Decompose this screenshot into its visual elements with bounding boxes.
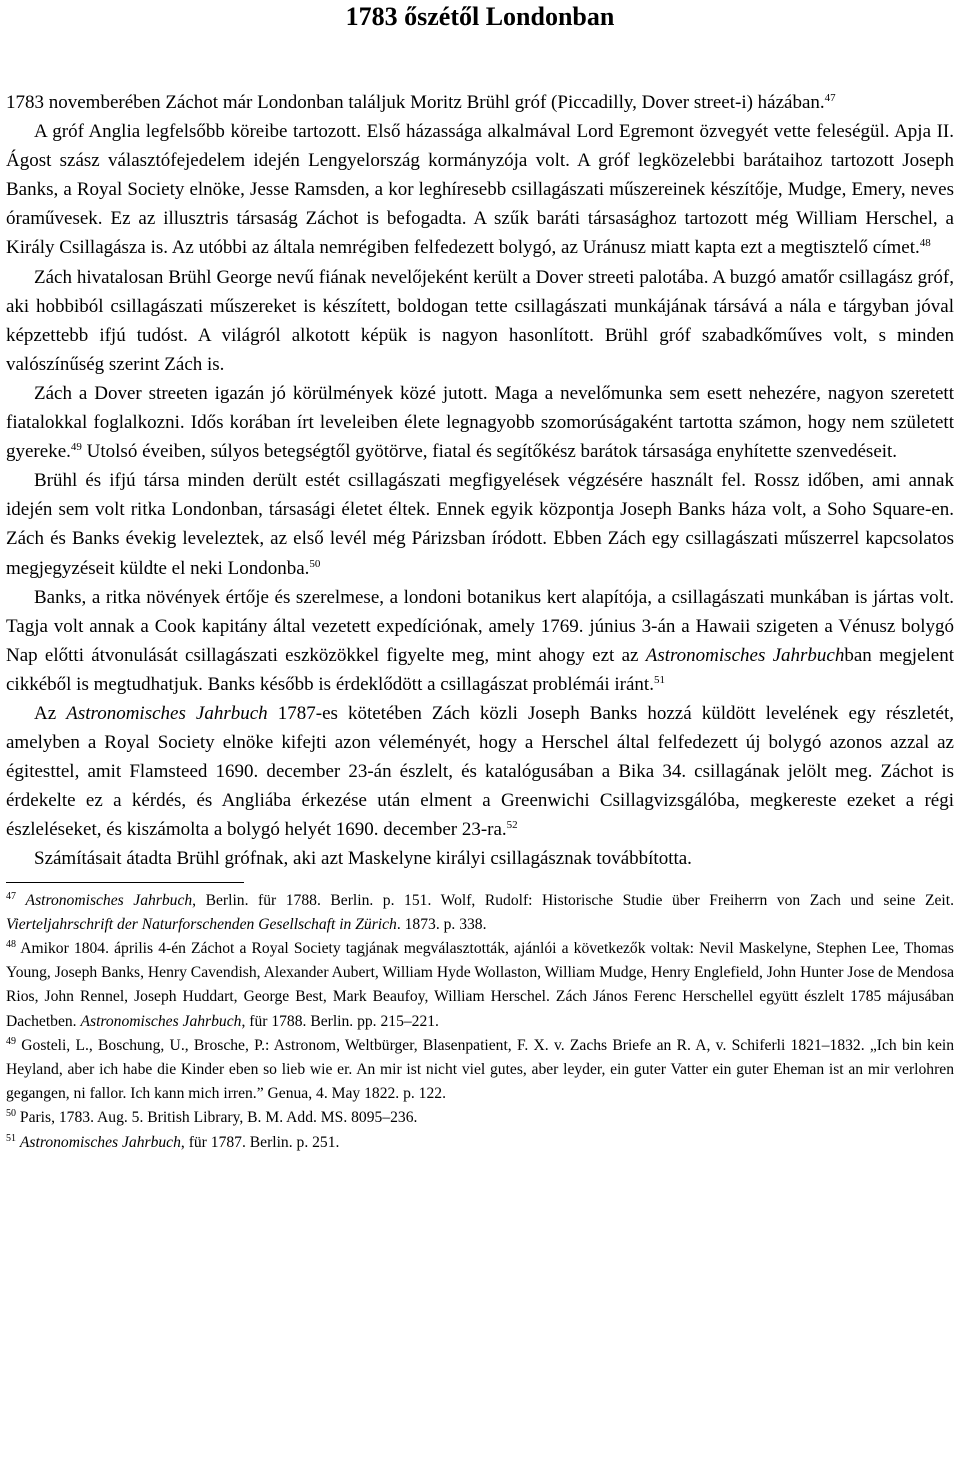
footnote-ref: 50 [309, 557, 321, 570]
text-run: Az [34, 702, 67, 724]
text-run: Paris, 1783. Aug. 5. British Library, B. M. Add. MS. 8095–236. [16, 1109, 418, 1127]
text-run: 1783 novemberében Záchot már Londonban találjuk Moritz Brühl gróf (Piccadilly, Dover street-i) házában. [6, 92, 825, 113]
paragraph [6, 88, 954, 117]
paragraph [6, 583, 954, 699]
footnote [6, 1034, 954, 1107]
footnote [6, 1106, 954, 1130]
footnote-ref: 51 [6, 1132, 16, 1144]
footnote [6, 1131, 954, 1155]
footnote-ref: 47 [824, 92, 836, 104]
footnote [6, 889, 954, 937]
italic-title: Vierteljahrschrift der Naturforschenden Gesellschaft in Zürich [6, 915, 397, 933]
paragraph [6, 263, 954, 379]
text-run: Zách hivatalosan Brühl George nevű fiának nevelőjeként került a Dover streeti palotába. A buzgó amatőr csillagász gróf, aki hobbiból csillagászati műszereket is készített, boldogan tette csillagászati munkájának társává a nála e tárgyban jóval képzettebb ifjú tudóst. A világról alkotott képük is nagyon hasonlított. Brühl gróf szabadkőműves volt, s minden valószínűség szerint Zách is. [6, 266, 954, 375]
footnotes [6, 889, 954, 1155]
text-run [16, 892, 26, 909]
paragraph [6, 117, 954, 262]
text-run: Zách a Dover streeten igazán jó körülmények közé jutott. Maga a nevelőmunka sem esett nehezére, nagyon szeretett fiatalokkal foglalkozni. Idős korában írt leveleiben élete legnagyobb szomorúságaként tartotta számon, hogy nem született gyereke. [6, 382, 954, 463]
paragraph [6, 844, 954, 873]
italic-title: Astronomisches Jahrbuch [66, 702, 268, 724]
text-run: Brühl és ifjú társa minden derült estét csillagászati megfigyelések végzésére használt fel. Rossz időben, ami annak idején sem volt ritka Londonban, társasági életet éltek. Ennek egyik központja Joseph Banks háza volt, a Soho Square-en. Zách és Banks évekig leveleztek, az első levél még Párizsban íródott. Ebben Zách egy csillagászati műszerrel kapcsolatos megjegyzéseit küldte el neki Londonba. [6, 470, 954, 579]
footnote-ref: 50 [6, 1108, 16, 1120]
text-run: Banks, a ritka növények értője és szerelmese, a londoni botanikus kert alapítója, a csillagászati munkában is jártas volt. Tagja volt annak a Cook kapitány által vezetett expedíciónak, amely 1769. június 3-án a Hawaii szigeten a Vénusz bolygó Nap előtti átvonulását csillagászati eszközökkel figyelte meg, mint ahogy ezt az [6, 586, 954, 666]
footnote-ref: 49 [6, 1035, 16, 1047]
text-run: Utolsó éveiben, súlyos betegségtől gyötörve, fiatal és segítőkész barátok társasága enyhítette szenvedéseit. [81, 441, 898, 463]
footnote-ref: 52 [506, 819, 518, 832]
body-text [6, 88, 954, 874]
document-page [6, 0, 954, 1155]
footnote-ref: 48 [919, 237, 931, 250]
text-run: Gosteli, L., Boschung, U., Brosche, P.: Astronom, Weltbürger, Blasenpatient, F. X. v. Zachs Briefe an R. A, v. Schiferli 1821–1832. „Ich bin kein Heyland, aber ich habe die Kinder eben so lieb wie er. An mir ist nicht viel gutes, aber leyder, ein guter Vatter ein guter Eheman ist an mir verlohren gegangen, ni fallor. Ich kann mich irren.” Genua, 4. May 1822. p. 122. [6, 1036, 954, 1103]
footnote-divider [6, 882, 244, 883]
footnote-ref: 47 [6, 890, 16, 902]
text-run: , für 1787. Berlin. p. 251. [180, 1133, 340, 1151]
text-run: Amikor 1804. április 4-én Záchot a Royal Society tagjának megválasztották, ajánlói a következők voltak: Nevil Maskelyne, Stephen Lee, Thomas Young, Joseph Banks, Henry Cavendish, Alexander Aubert, William Hyde Wollaston, William Mudge, Henry Englefield, John Hunter Jose de Mendosa Rios, John Rennel, Joseph Huddart, George Best, Mark Beaufoy, William Herschel. Zách János Ferenc Herschellel együtt észlelt 1785 májusában Dachetben. [6, 939, 954, 1030]
italic-title: Astronomisches Jahrbuch [25, 891, 193, 909]
paragraph [6, 379, 954, 466]
italic-title: Astronomisches Jahrbuch [19, 1133, 181, 1151]
footnote-ref: 48 [6, 938, 16, 950]
italic-title: Astronomisches Jahrbuch [645, 644, 845, 666]
paragraph [6, 699, 954, 844]
footnote-ref: 51 [653, 673, 665, 686]
paragraph [6, 466, 954, 582]
text-run: . 1873. p. 338. [396, 915, 487, 933]
text-run: Számításait átadta Brühl grófnak, aki azt Maskelyne királyi csillagásznak továbbította. [34, 848, 692, 870]
text-run: , Berlin. für 1788. Berlin. p. 151. Wolf, Rudolf: Historische Studie über Freiherrn von Zach und seine Zeit. [192, 891, 954, 909]
footnote-ref: 49 [70, 441, 82, 454]
page-title: 1783 őszétől Londonban [345, 2, 615, 31]
text-run: , für 1788. Berlin. pp. 215–221. [241, 1012, 439, 1030]
italic-title: Astronomisches Jahrbuch [80, 1012, 242, 1030]
footnote [6, 937, 954, 1034]
text-run: A gróf Anglia legfelsőbb köreibe tartozott. Első házassága alkalmával Lord Egremont özvegyét vette feleségül. Apja II. Ágost szász választófejedelem idején Lengyelország kormányzója volt. A gróf legközelebbi barátaihoz tartozott Joseph Banks, a Royal Society elnöke, Jesse Ramsden, a kor leghíresebb csillagászati műszereinek készítője, Mudge, Emery, neves óraművesek. Ez az illusztris társaság Záchot is befogadta. A szűk baráti társasághoz tartozott még William Herschel, a Király Csillagásza is. Az utóbbi az általa nemrégiben felfedezett bolygó, az Uránusz miatt kapta ezt a megtisztelő címet. [6, 121, 954, 259]
text-run: 1787-es kötetében Zách közli Joseph Banks hozzá küldött levelének egy részletét, amelyben a Royal Society elnöke kifejti azon véleményét, hogy a Herschel által felfedezett új bolygó azonos azzal az égitesttel, amit Flamsteed 1690. december 23-án észlelt, és katalógusában a Bika 34. csillagának jelölt meg. Záchot is érdekelte ez a kérdés, és Angliába érkezése után elment a Greenwichi Csillagvizsgálóba, megkereste ezeket a régi észleléseket, és kiszámolta a bolygó helyét 1690. december 23-ra. [6, 702, 954, 841]
text-run: ban megjelent cikkéből is megtudhatjuk. Banks később is érdeklődött a csillagászat problémái iránt. [6, 644, 954, 695]
